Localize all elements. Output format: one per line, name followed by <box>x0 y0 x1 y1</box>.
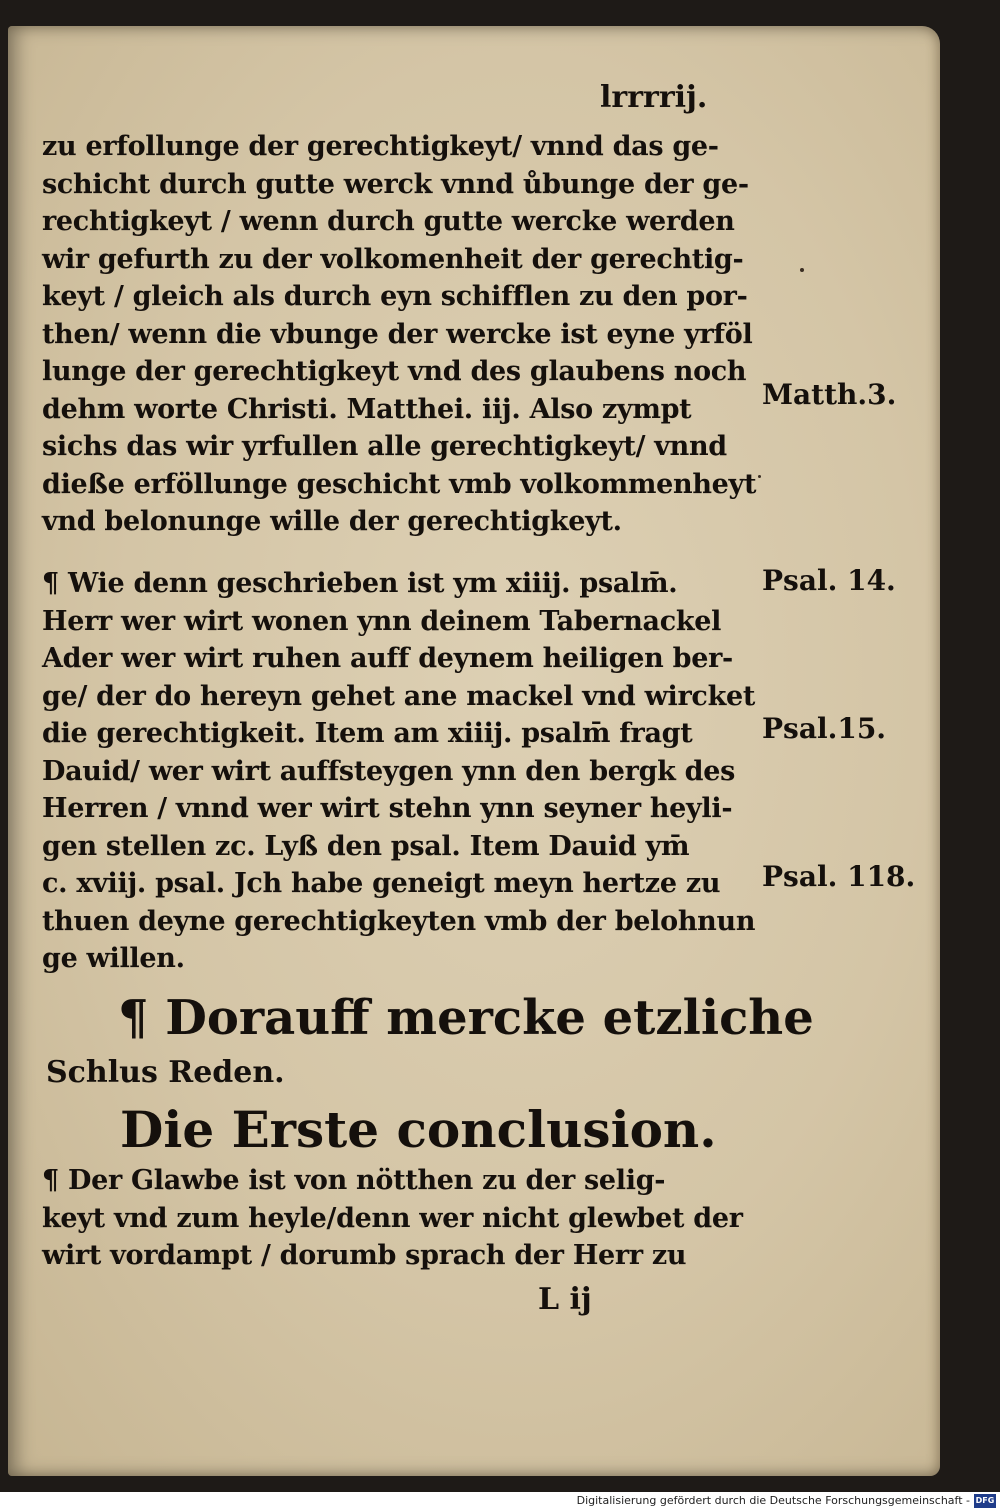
text-line: Dauid/ wer wirt auffsteygen ynn den bergk des <box>42 755 736 787</box>
margin-note-psalm-118: Psal. 118. <box>762 860 916 893</box>
text-line: Herr wer wirt wonen ynn deinem Tabernackel <box>42 605 722 637</box>
text-line: sichs das wir yrfullen alle gerechtigkeyt/ vnnd <box>42 431 727 462</box>
text-line: vnd belonunge wille der gerechtigkeyt. <box>42 506 622 537</box>
margin-note-psalm-15: Psal.15. <box>762 712 887 745</box>
dfg-logo-icon: DFG <box>974 1494 996 1508</box>
text-line: dehm worte Christi. Matthei. iij. Also zympt <box>42 393 692 425</box>
margin-note-psalm-14: Psal. 14. <box>762 564 896 597</box>
folio-number: lrrrrij. <box>600 80 708 115</box>
section-heading: ¶ Dorauff mercke etzliche <box>118 990 814 1046</box>
ink-speck <box>758 475 761 478</box>
text-line: die gerechtigkeit. Item am xiiij. psalm̄ fragt <box>42 718 693 749</box>
text-line: ¶ Wie denn geschrieben ist ym xiiij. psalm̄. <box>42 568 678 599</box>
conclusion-heading: Die Erste conclusion. <box>120 1100 717 1159</box>
text-line: rechtigkeyt / wenn durch gutte wercke werden <box>42 206 735 237</box>
text-line: ge willen. <box>42 943 185 974</box>
text-line: ¶ Der Glawbe ist von nötthen zu der selig- <box>42 1165 666 1196</box>
section-heading-continuation: Schlus Reden. <box>46 1055 285 1090</box>
text-line: keyt vnd zum heyle/denn wer nicht glewbet der <box>42 1202 743 1234</box>
text-line: wir gefurth zu der volkomenheit der gerechtig- <box>42 243 744 275</box>
text-line: lunge der gerechtigkeyt vnd des glaubens noch <box>42 356 747 387</box>
signature-mark: L ij <box>538 1282 592 1317</box>
text-line: gen stellen zc. Lyß den psal. Item Dauid ym̄ <box>42 830 690 862</box>
margin-note-matthew: Matth.3. <box>762 378 897 411</box>
text-line: dieße erföllunge geschicht vmb volkommenheyt <box>42 468 757 500</box>
paragraph-2 <box>42 565 762 978</box>
funding-credit: Digitalisierung gefördert durch die Deutsche Forschungsgemeinschaft - <box>576 1494 970 1507</box>
text-line: then/ wenn die vbunge der wercke ist eyne yrföl <box>42 318 753 350</box>
text-line: schicht durch gutte werck vnnd ůbunge der ge- <box>42 168 749 200</box>
text-line: zu erfollunge der gerechtigkeyt/ vnnd das ge- <box>42 131 719 162</box>
text-line: ge/ der do hereyn gehet ane mackel vnd wircket <box>42 680 756 712</box>
text-line: keyt / gleich als durch eyn schifflen zu den por- <box>42 281 748 312</box>
paragraph-1 <box>42 128 762 541</box>
text-line: wirt vordampt / dorumb sprach der Herr zu <box>42 1240 687 1271</box>
text-line: c. xviij. psal. Jch habe geneigt meyn hertze zu <box>42 868 721 899</box>
paragraph-3 <box>42 1162 762 1275</box>
text-line: Herren / vnnd wer wirt stehn ynn seyner heyli- <box>42 793 733 824</box>
text-line: thuen deyne gerechtigkeyten vmb der belohnun <box>42 905 756 937</box>
ink-speck <box>800 268 804 272</box>
text-line: Ader wer wirt ruhen auff deynem heiligen ber- <box>42 643 733 674</box>
